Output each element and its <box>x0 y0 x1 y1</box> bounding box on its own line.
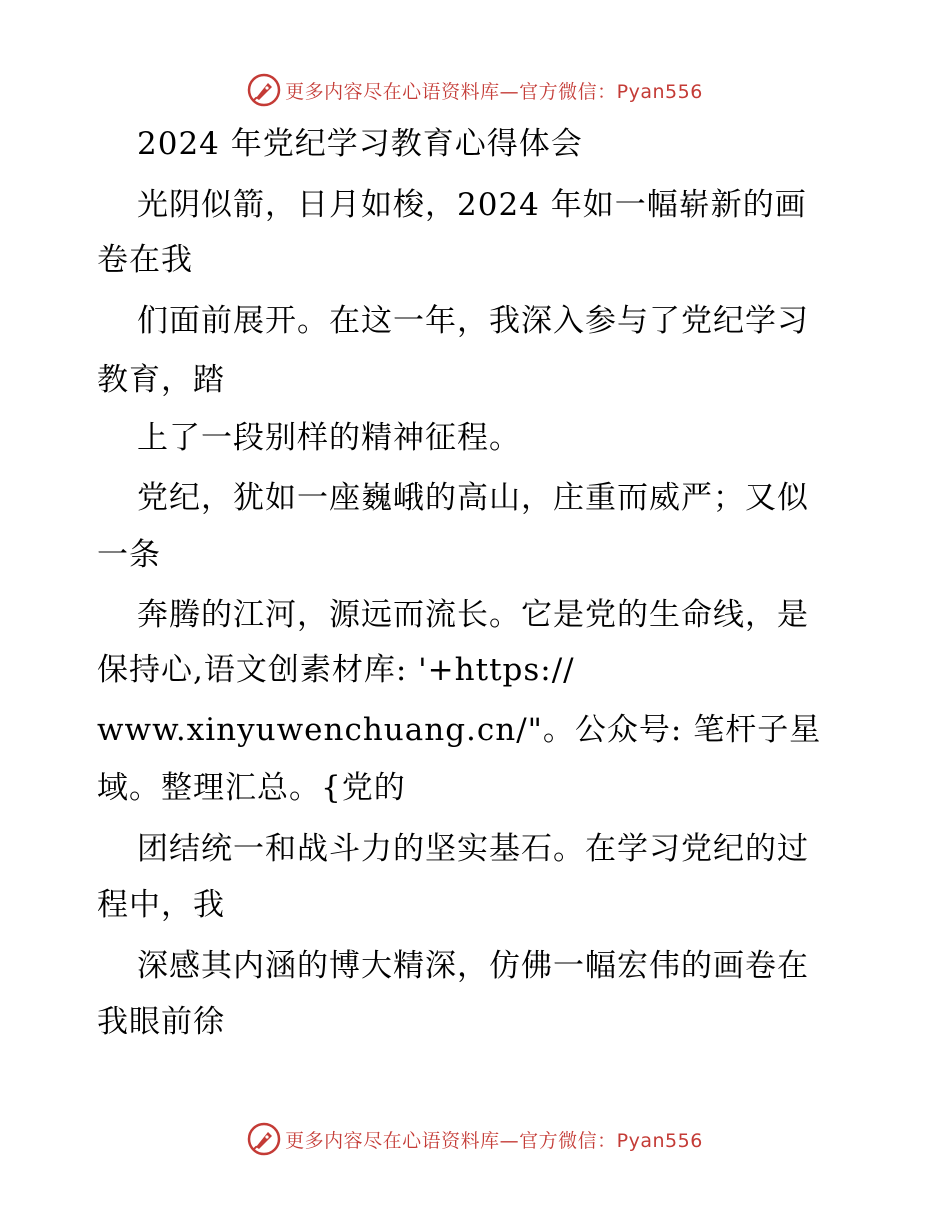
paragraph-line: 教育，踏 <box>97 362 225 398</box>
paragraph-line: 上了一段别样的精神征程。 <box>137 420 521 456</box>
paragraph-line: 们面前展开。在这一年，我深入参与了党纪学习 <box>137 303 809 339</box>
paragraph-line: 团结统一和战斗力的坚实基石。在学习党纪的过 <box>137 831 809 867</box>
paragraph-line: 一条 <box>97 537 161 573</box>
paragraph-line: 深感其内涵的博大精深，仿佛一幅宏伟的画卷在 <box>137 948 809 984</box>
paragraph-line: www.xinyuwenchuang.cn/"。公众号: 笔杆子星 <box>97 712 822 748</box>
header-banner-text: 更多内容尽在心语资料库—官方微信：Pyan556 <box>285 80 703 103</box>
header-banner <box>0 70 950 110</box>
paragraph-line: 域。整理汇总。{党的 <box>97 770 406 806</box>
paragraph-line: 光阴似箭，日月如梭，2024 年如一幅崭新的画 <box>137 187 807 223</box>
paragraph-line: 程中，我 <box>97 887 225 923</box>
footer-banner <box>0 1119 950 1159</box>
paragraph-line: 卷在我 <box>97 242 193 278</box>
paragraph-line: 党纪，犹如一座巍峨的高山，庄重而威严；又似 <box>137 480 809 516</box>
paragraph-line: 保持心,语文创素材库: '+https:// <box>97 652 575 688</box>
paragraph-line: 奔腾的江河，源远而流长。它是党的生命线，是 <box>137 597 809 633</box>
footer-banner-text: 更多内容尽在心语资料库—官方微信：Pyan556 <box>285 1129 703 1152</box>
pen-nib-logo-icon <box>247 1122 281 1156</box>
document-title: 2024 年党纪学习教育心得体会 <box>137 126 583 162</box>
pen-nib-logo-icon <box>247 73 281 107</box>
paragraph-line: 我眼前徐 <box>97 1004 225 1040</box>
